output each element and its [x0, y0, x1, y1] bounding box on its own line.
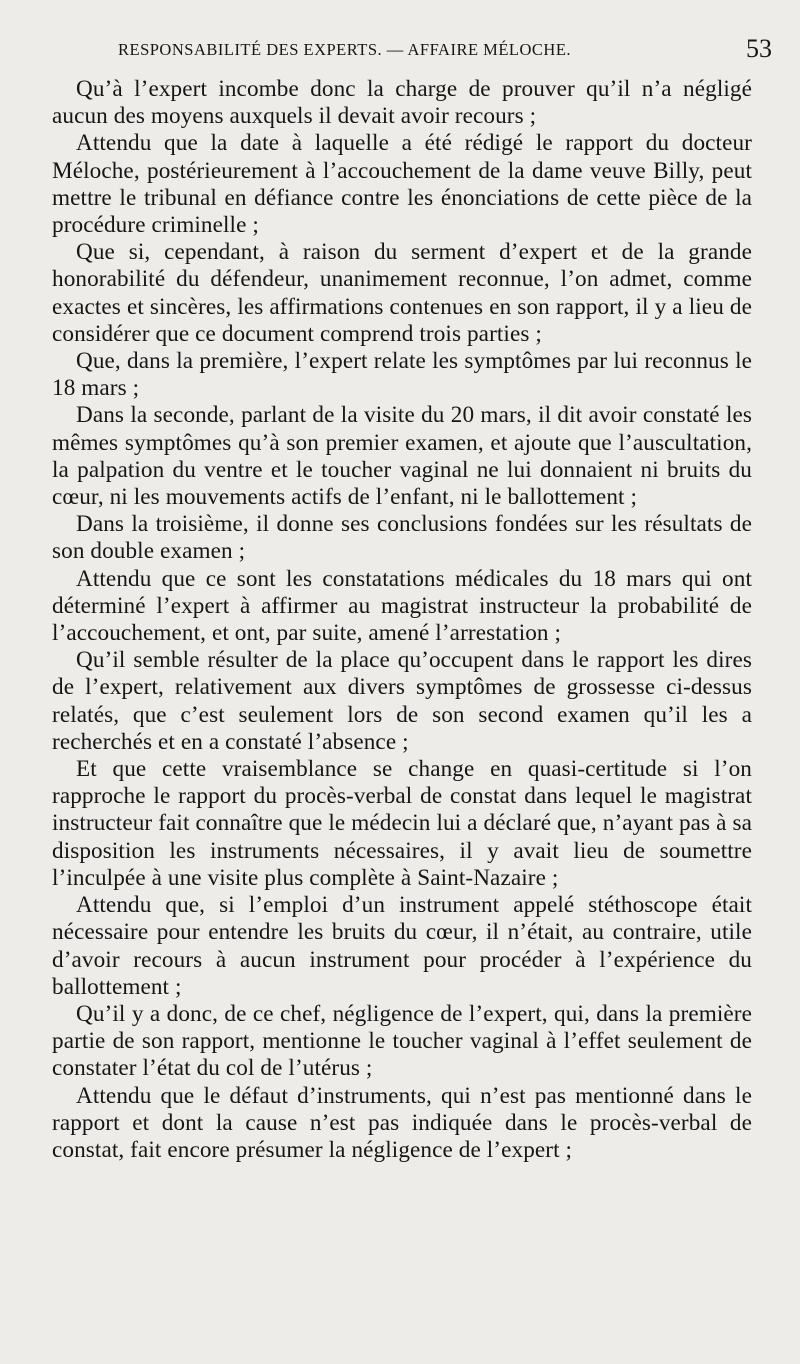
paragraph: Attendu que la date à laquelle a été rédigé le rapport du docteur Méloche, postérieurement à l’accouchement de la dame veuve Billy, peut mettre le tribunal en défiance contre les énonciations de cette pièce de la procédure criminelle ;: [52, 130, 752, 239]
paragraph: Attendu que le défaut d’instruments, qui n’est pas mentionné dans le rapport et dont la cause n’est pas indiquée dans le procès-verbal de constat, fait encore présumer la négligence de l’expert ;: [52, 1082, 752, 1163]
paragraph: Qu’il y a donc, de ce chef, négligence de l’expert, qui, dans la première partie de son rapport, mentionne le toucher vaginal à l’effet seulement de constater l’état du col de l’utérus ;: [52, 1000, 752, 1082]
paragraph: Et que cette vraisemblance se change en quasi-certitude si l’on rapproche le rapport du procès-verbal de constat dans lequel le magistrat instructeur fait connaître que le médecin lui a déclaré que, n’ayant pas à sa disposition les instruments nécessaires, il y avait lieu de soumettre l’inculpée à une visite plus complète à Saint-Nazaire ;: [52, 756, 752, 891]
paragraph: Attendu que, si l’emploi d’un instrument appelé stéthoscope était nécessaire pour entendre les bruits du cœur, il n’était, au contraire, utile d’avoir recours à aucun instrument pour procéder à l’expérience du ballottement ;: [52, 892, 752, 1000]
paragraph: Que, dans la première, l’expert relate les symptômes par lui reconnus le 18 mars ;: [52, 348, 752, 402]
page-number: 53: [746, 34, 772, 63]
running-title: RESPONSABILITÉ DES EXPERTS. — AFFAIRE MÉLOCHE.: [118, 40, 572, 59]
page-header: [118, 34, 772, 70]
paragraph: Dans la troisième, il donne ses conclusions fondées sur les résultats de son double examen ;: [52, 511, 752, 565]
paragraph: Qu’il semble résulter de la place qu’occupent dans le rapport les dires de l’expert, relativement aux divers symptômes de grossesse ci-dessus relatés, que c’est seulement lors de son second examen qu’il les a recherchés et en a constaté l’absence ;: [52, 647, 752, 755]
body-text: [52, 76, 752, 1164]
paragraph: Qu’à l’expert incombe donc la charge de prouver qu’il n’a négligé aucun des moyens auxquels il devait avoir recours ;: [52, 76, 752, 130]
paragraph: Que si, cependant, à raison du serment d’expert et de la grande honorabilité du défendeur, unanimement reconnue, l’on admet, comme exactes et sincères, les affirmations contenues en son rapport, il y a lieu de considérer que ce document comprend trois parties ;: [52, 239, 752, 347]
paragraph: Dans la seconde, parlant de la visite du 20 mars, il dit avoir constaté les mêmes symptômes qu’à son premier examen, et ajoute que l’auscultation, la palpation du ventre et le toucher vaginal ne lui donnaient ni bruits du cœur, ni les mouvements actifs de l’enfant, ni le ballottement ;: [52, 402, 752, 511]
paragraph: Attendu que ce sont les constatations médicales du 18 mars qui ont déterminé l’expert à affirmer au magistrat instructeur la probabilité de l’accouchement, et ont, par suite, amené l’arrestation ;: [52, 565, 752, 647]
